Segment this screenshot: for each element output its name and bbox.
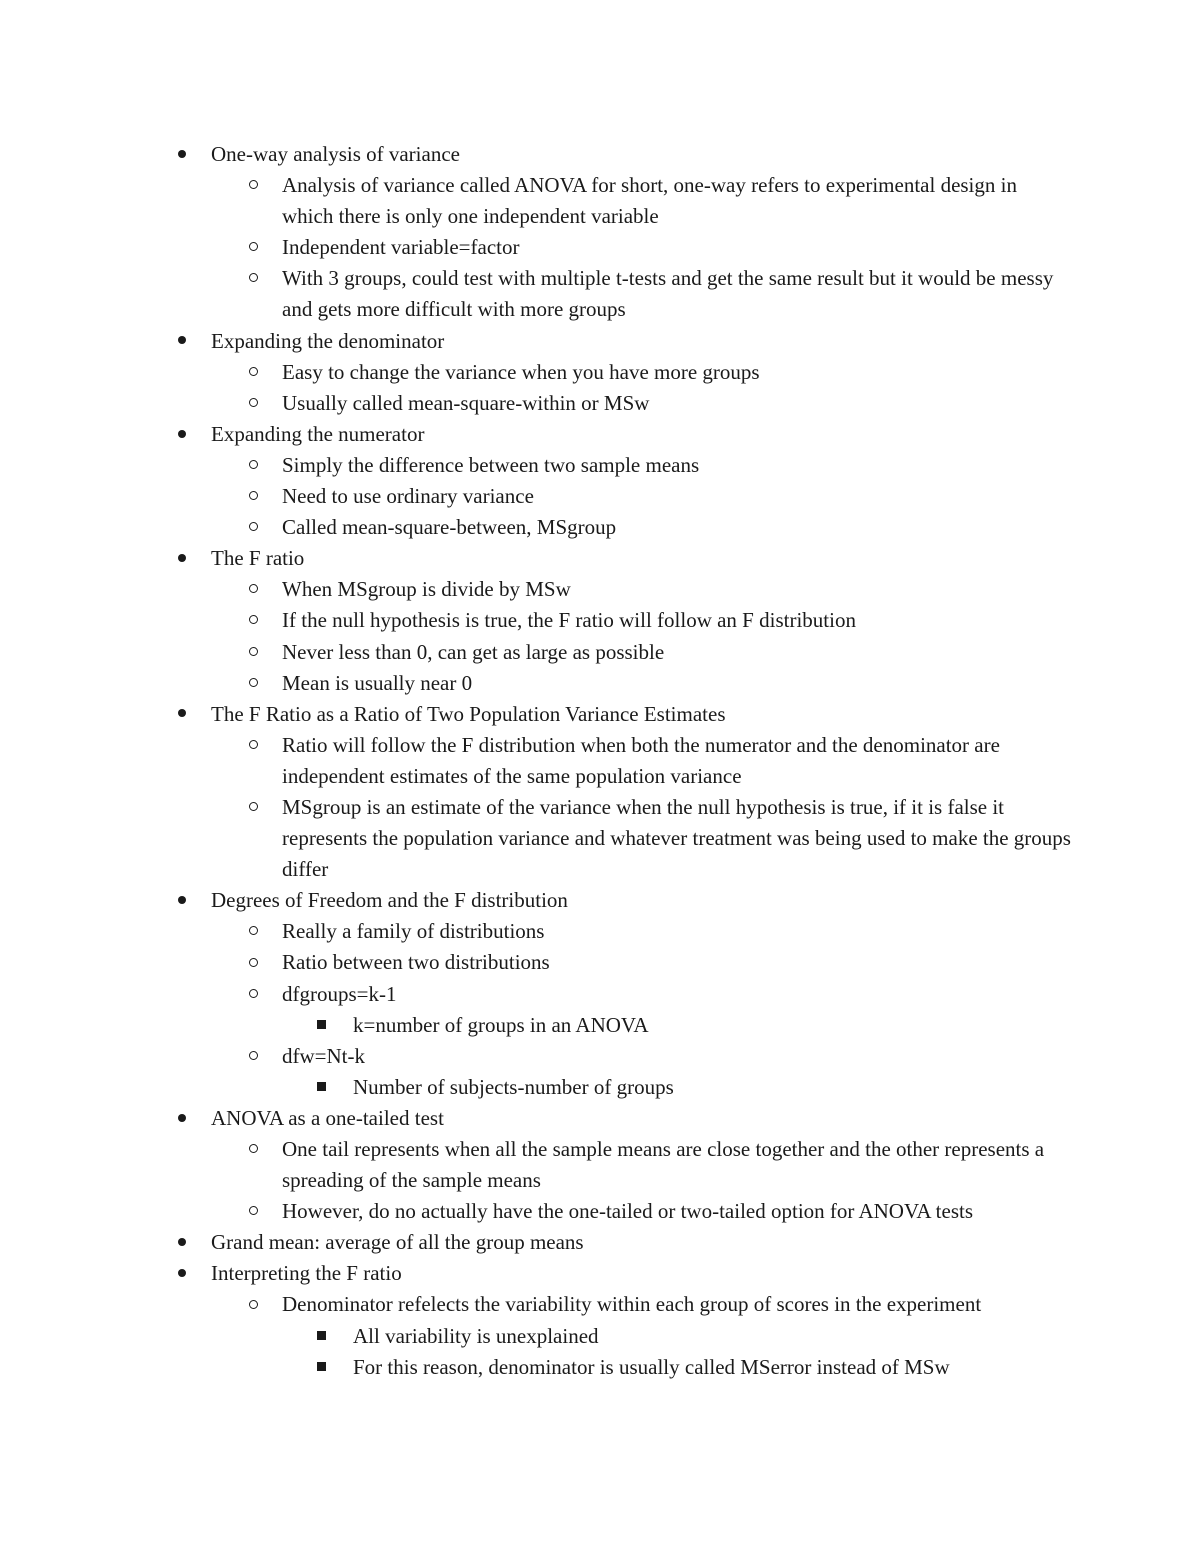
hollow-bullet-icon (249, 1289, 258, 1320)
outline-item-level-2 (282, 512, 1071, 543)
outline-item-level-2 (282, 730, 1071, 792)
outline-item-text: Mean is usually near 0 (282, 670, 473, 695)
outline-item-level-2 (282, 170, 1071, 232)
hollow-bullet-icon (249, 979, 258, 1010)
outline-item-level-3 (353, 1352, 1071, 1383)
outline-item-text: Expanding the numerator (211, 421, 425, 446)
outline-item-level-2 (282, 979, 1071, 1010)
outline-item-level-2 (282, 481, 1071, 512)
square-bullet-icon (317, 1321, 326, 1352)
outline-item-text: All variability is unexplained (353, 1323, 599, 1348)
square-bullet-icon (317, 1352, 326, 1383)
hollow-bullet-icon (249, 1196, 258, 1227)
outline-item-text: Ratio between two distributions (282, 950, 550, 975)
outline-item-level-2 (282, 1041, 1071, 1072)
outline-item-level-1 (211, 699, 1071, 730)
outline-item-text: Simply the difference between two sample means (282, 452, 700, 477)
outline-item-text: One tail represents when all the sample means are close together and the other represents a spreading of the sample means (282, 1137, 1045, 1193)
outline-item-text: Easy to change the variance when you have more groups (282, 359, 760, 384)
filled-bullet-icon (178, 699, 186, 730)
outline-item-text: With 3 groups, could test with multiple t-tests and get the same result but it would be messy and gets more difficult with more groups (282, 266, 1054, 322)
outline-item-level-2 (282, 792, 1071, 885)
outline-item-text: The F Ratio as a Ratio of Two Population Variance Estimates (211, 701, 726, 726)
outline-item-level-2 (282, 1289, 1071, 1320)
outline-item-level-2 (282, 1196, 1071, 1227)
hollow-bullet-icon (249, 792, 258, 823)
hollow-bullet-icon (249, 357, 258, 388)
outline-item-text: Called mean-square-between, MSgroup (282, 515, 617, 540)
outline-item-level-2 (282, 947, 1071, 978)
outline-item-level-2 (282, 450, 1071, 481)
outline-item-text: However, do no actually have the one-tailed or two-tailed option for ANOVA tests (282, 1199, 974, 1224)
outline-item-level-1 (211, 1103, 1071, 1134)
outline-item-text: The F ratio (211, 546, 305, 571)
outline-item-level-3 (353, 1321, 1071, 1352)
outline-item-level-1 (211, 543, 1071, 574)
outline-item-level-2 (282, 1134, 1071, 1196)
outline-item-level-3 (353, 1010, 1071, 1041)
outline-item-text: MSgroup is an estimate of the variance when the null hypothesis is true, if it is false it represents the population variance and whatever treatment was being used to make the groups differ (282, 794, 1071, 882)
hollow-bullet-icon (249, 916, 258, 947)
outline-item-text: For this reason, denominator is usually called MSerror instead of MSw (353, 1354, 950, 1379)
hollow-bullet-icon (249, 668, 258, 699)
filled-bullet-icon (178, 139, 186, 170)
hollow-bullet-icon (249, 1041, 258, 1072)
hollow-bullet-icon (249, 232, 258, 263)
outline-item-level-1 (211, 419, 1071, 450)
hollow-bullet-icon (249, 481, 258, 512)
outline-item-level-2 (282, 637, 1071, 668)
outline-item-text: dfgroups=k-1 (282, 981, 397, 1006)
outline-item-text: Really a family of distributions (282, 919, 545, 944)
outline-item-text: Analysis of variance called ANOVA for short, one-way refers to experimental design in which there is only one independent variable (282, 173, 1017, 229)
outline-item-level-1 (211, 1227, 1071, 1258)
outline-item-text: Independent variable=factor (282, 235, 520, 260)
outline-item-text: Ratio will follow the F distribution when both the numerator and the denominator are independent estimates of the same population variance (282, 732, 1000, 788)
outline-item-level-2 (282, 388, 1071, 419)
outline-item-level-1 (211, 326, 1071, 357)
hollow-bullet-icon (249, 605, 258, 636)
filled-bullet-icon (178, 1103, 186, 1134)
outline-item-text: ANOVA as a one-tailed test (211, 1105, 444, 1130)
hollow-bullet-icon (249, 947, 258, 978)
hollow-bullet-icon (249, 170, 258, 201)
outline-item-level-2 (282, 605, 1071, 636)
hollow-bullet-icon (249, 574, 258, 605)
square-bullet-icon (317, 1010, 326, 1041)
outline-item-level-2 (282, 357, 1071, 388)
hollow-bullet-icon (249, 450, 258, 481)
outline-item-text: Interpreting the F ratio (211, 1261, 402, 1286)
outline-item-text: Usually called mean-square-within or MSw (282, 390, 650, 415)
outline-item-level-1 (211, 139, 1071, 170)
outline-item-text: k=number of groups in an ANOVA (353, 1012, 649, 1037)
hollow-bullet-icon (249, 388, 258, 419)
outline-item-text: If the null hypothesis is true, the F ratio will follow an F distribution (282, 608, 856, 633)
outline-item-text: dfw=Nt-k (282, 1043, 365, 1068)
outline-item-level-1 (211, 885, 1071, 916)
outline-item-text: Grand mean: average of all the group means (211, 1230, 584, 1255)
hollow-bullet-icon (249, 263, 258, 294)
outline-item-level-2 (282, 916, 1071, 947)
notes-document (0, 139, 1200, 1383)
outline-item-level-2 (282, 232, 1071, 263)
outline-item-text: Denominator refelects the variability within each group of scores in the experiment (282, 1292, 982, 1317)
filled-bullet-icon (178, 885, 186, 916)
outline-item-text: Need to use ordinary variance (282, 484, 534, 509)
hollow-bullet-icon (249, 637, 258, 668)
hollow-bullet-icon (249, 730, 258, 761)
outline-item-text: Expanding the denominator (211, 328, 445, 353)
filled-bullet-icon (178, 543, 186, 574)
outline-item-text: Never less than 0, can get as large as possible (282, 639, 665, 664)
outline-item-text: When MSgroup is divide by MSw (282, 577, 571, 602)
outline-item-level-2 (282, 574, 1071, 605)
square-bullet-icon (317, 1072, 326, 1103)
filled-bullet-icon (178, 419, 186, 450)
filled-bullet-icon (178, 1227, 186, 1258)
filled-bullet-icon (178, 1258, 186, 1289)
filled-bullet-icon (178, 326, 186, 357)
hollow-bullet-icon (249, 1134, 258, 1165)
outline-item-text: Degrees of Freedom and the F distribution (211, 888, 568, 913)
outline-item-level-2 (282, 668, 1071, 699)
hollow-bullet-icon (249, 512, 258, 543)
outline-item-level-1 (211, 1258, 1071, 1289)
outline-item-level-2 (282, 263, 1071, 325)
outline-item-level-3 (353, 1072, 1071, 1103)
outline-item-text: One-way analysis of variance (211, 142, 460, 166)
outline-item-text: Number of subjects-number of groups (353, 1074, 674, 1099)
